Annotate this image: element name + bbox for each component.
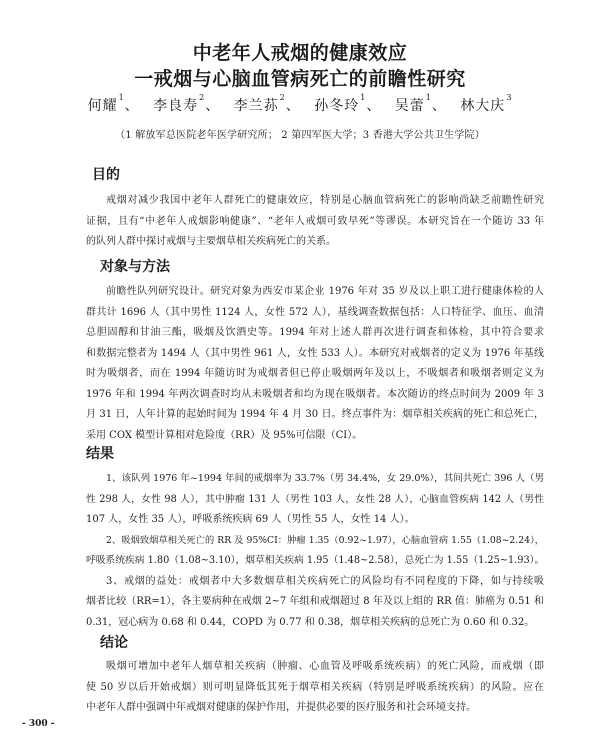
text-line: 中老年人群中强调中年戒烟对健康的保护作用，并提供必要的医疗服务和社会环境支持。	[86, 702, 476, 713]
section-body-conclusion	[86, 657, 544, 719]
text-line: 时为吸烟者，而在 1994 年随访时为戒烟者但已停止吸烟两年及以上，不吸烟者和吸烟者则定义为	[86, 368, 544, 379]
author-affil-mark: 2	[279, 93, 286, 102]
author: 李兰荪$^2$、	[233, 93, 301, 114]
author-affil-mark: 1	[425, 93, 432, 102]
text-line: 证据，且有“中老年人戒烟影响健康”、“老年人戒烟可致早死”等谬误。本研究旨在一个随访 33 年	[86, 215, 544, 227]
section-body-purpose	[86, 191, 544, 253]
section-body-methods	[86, 282, 544, 446]
author	[460, 95, 512, 115]
author-affil-mark: 1	[360, 93, 367, 102]
author-affil-mark: 3	[506, 93, 513, 102]
text-line: 1976 年和 1994 年两次调查时均从未吸烟者和均为现在吸烟者。本次随访的终点时间为 2009 年 3	[86, 388, 544, 400]
author-affil-mark: 1	[118, 93, 125, 102]
text-line: 呼吸系统疾病 1.80（1.08~3.10），烟草相关疾病 1.95（1.48~2.58），总死亡为 1.55（1.25~1.93）。	[86, 555, 545, 566]
author-name: 李兰荪	[233, 98, 279, 114]
page-number: - 300 -	[22, 719, 55, 729]
text-line: 性 298 人，女性 98 人），其中肿瘤 131 人（男性 103 人，女性 28 人），心脑血管疾病 142 人（男性	[86, 493, 544, 505]
section-heading-results: 结果	[86, 446, 114, 462]
text-line: 0.31，冠心病为 0.68 和 0.44，COPD 为 0.77 和 0.38，烟草相关疾病的总死亡为 0.60 和 0.32。	[86, 616, 535, 628]
author-list	[0, 95, 600, 115]
title-line-1: 中老年人戒烟的健康效应	[192, 42, 408, 64]
text-line: 群共计 1696 人（其中男性 1124 人，女性 572 人），基线调查数据包括：人口特征学、血压、血清	[86, 306, 544, 318]
author: 何耀$^1$、	[87, 93, 140, 114]
author-name: 吴蕾	[394, 98, 425, 114]
affiliation: （1 解放军总医院老年医学研究所； 2 第四军医大学；3 香港大学公共卫生学院）	[115, 130, 485, 141]
text-line: 和数据完整者为 1494 人（其中男性 961 人，女性 533 人）。本研究对戒烟者的定义为 1976 年基线	[86, 347, 544, 359]
section-body-results	[86, 469, 544, 633]
author: 孙冬玲$^1$、	[314, 93, 382, 114]
section-heading-methods: 对象与方法	[100, 259, 170, 275]
author-affil-mark: 2	[199, 93, 206, 102]
author-name: 林大庆	[460, 98, 506, 114]
text-line: 3、戒烟的益处：戒烟者中大多数烟草相关疾病死亡的风险均有不同程度的下降，如与持续吸	[106, 575, 544, 587]
text-line: 月 31 日，人年计算的起始时间为 1994 年 4 月 30 日。终点事件为：烟草相关疾病的死亡和总死亡，	[86, 409, 544, 420]
text-line: 使 50 岁以后开始戒烟）则可明显降低其死于烟草相关疾病（特别是呼吸系统疾病）的风险。应在	[86, 681, 544, 693]
text-line: 采用 COX 模型计算相对危险度（RR）及 95%可信限（CI）。	[86, 429, 363, 441]
author: 吴蕾$^1$、	[394, 93, 447, 114]
section-heading-conclusion: 结论	[100, 635, 128, 651]
author-name: 李良寿	[153, 98, 199, 114]
text-line: 总胆固醇和甘油三酯，吸烟及饮酒史等。1994 年对上述人群再次进行调查和体检，其中符合要求	[86, 327, 544, 338]
text-line: 吸烟可增加中老年人烟草相关疾病（肿瘤、心血管及呼吸系统疾病）的死亡风险，而戒烟（即	[106, 661, 544, 672]
section-heading-purpose: 目的	[92, 167, 120, 183]
text-line: 1、该队列 1976 年~1994 年间的戒烟率为 33.7%（男 34.4%，女 29.0%），其间共死亡 396 人（男	[106, 473, 544, 484]
text-line: 2、吸烟致烟草相关死亡的 RR 及 95%CI：肿瘤 1.35（0.92~1.97），心脑血管病 1.55（1.08~2.24），	[106, 534, 544, 546]
author-name: 何耀	[87, 98, 118, 114]
title-line-2: 一戒烟与心脑血管病死亡的前瞻性研究	[134, 68, 466, 90]
text-line: 107 人，女性 35 人），呼吸系统疾病 69 人（男性 55 人，女性 14 人）。	[86, 514, 415, 525]
text-line: 烟者比较（RR=1），各主要病种在戒烟 2~7 年组和戒烟超过 8 年及以上组的 RR 值：肺癌为 0.51 和	[86, 596, 544, 607]
text-line: 戒烟对减少我国中老年人群死亡的健康效应，特别是心脑血管病死亡的影响尚缺乏前瞻性研究	[106, 195, 544, 206]
author: 李良寿$^2$、	[153, 93, 221, 114]
text-line: 前瞻性队列研究设计。研究对象为西安市某企业 1976 年对 35 岁及以上职工进行健康体检的人	[106, 286, 544, 297]
author-name: 孙冬玲	[314, 98, 360, 114]
text-line: 的队列人群中探讨戒烟与主要烟草相关疾病死亡的关系。	[86, 236, 336, 247]
